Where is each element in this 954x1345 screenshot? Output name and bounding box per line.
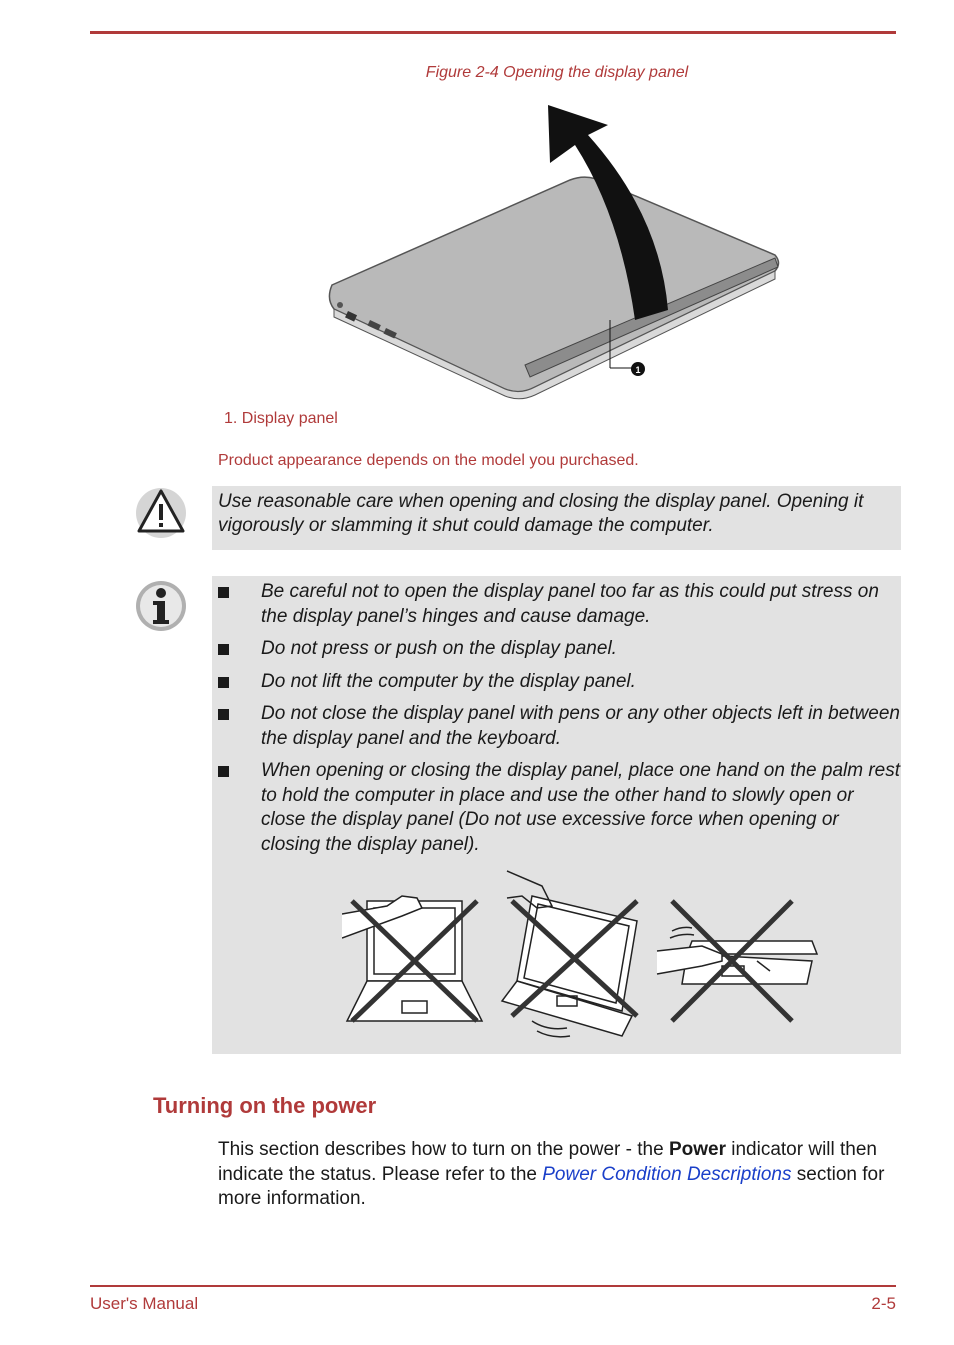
information-icon xyxy=(135,580,187,632)
footer-rule xyxy=(90,1285,896,1287)
bullet-square-icon xyxy=(218,766,229,777)
warning-text: Use reasonable care when opening and closing the display panel. Opening it vigorously or slamming it shut could damage the computer. xyxy=(218,491,864,536)
laptop-pressed-icon xyxy=(342,896,482,1021)
warning-box xyxy=(212,486,901,550)
list-item: Do not press or push on the display panel. xyxy=(212,637,901,662)
section-paragraph: This section describes how to turn on the power - the Power indicator will then indicate the status. Please refer to the Power Condition Descriptions section for more information. xyxy=(218,1139,885,1209)
figure-caption: Figure 2-4 Opening the display panel xyxy=(425,64,689,81)
laptop-opening-illustration xyxy=(320,95,790,405)
information-box xyxy=(212,576,901,1054)
laptop-slammed-icon xyxy=(502,871,637,1037)
bullet-square-icon xyxy=(218,709,229,720)
warning-triangle-icon xyxy=(135,487,187,539)
header-rule xyxy=(90,31,896,34)
bullet-square-icon xyxy=(218,644,229,655)
list-item: Do not lift the computer by the display panel. xyxy=(212,670,901,695)
power-condition-link[interactable]: Power Condition Descriptions xyxy=(542,1163,792,1185)
callout-number: 1 xyxy=(635,365,641,375)
bullet-square-icon xyxy=(218,677,229,688)
appearance-note: Product appearance depends on the model you purchased. xyxy=(218,452,639,469)
footer-title: User's Manual xyxy=(90,1294,199,1313)
caution-list xyxy=(212,580,901,865)
page-number: 2-5 xyxy=(871,1294,896,1313)
bullet-square-icon xyxy=(218,587,229,598)
list-item: Be careful not to open the display panel too far as this could put stress on the display panel’s hinges and cause damage. xyxy=(212,580,901,629)
laptop-lifted-icon xyxy=(657,901,817,1021)
list-item: When opening or closing the display panel, place one hand on the palm rest to hold the computer in place and use the other hand to slowly open or close the display panel (Do not use excessive force when opening or closing the display panel). xyxy=(212,759,901,857)
power-term: Power xyxy=(668,1139,726,1160)
improper-handling-illustration xyxy=(342,866,822,1041)
figure-legend: 1. Display panel xyxy=(224,410,338,427)
list-item: Do not close the display panel with pens or any other objects left in between the display panel and the keyboard. xyxy=(212,702,901,751)
section-heading: Turning on the power xyxy=(153,1093,377,1118)
